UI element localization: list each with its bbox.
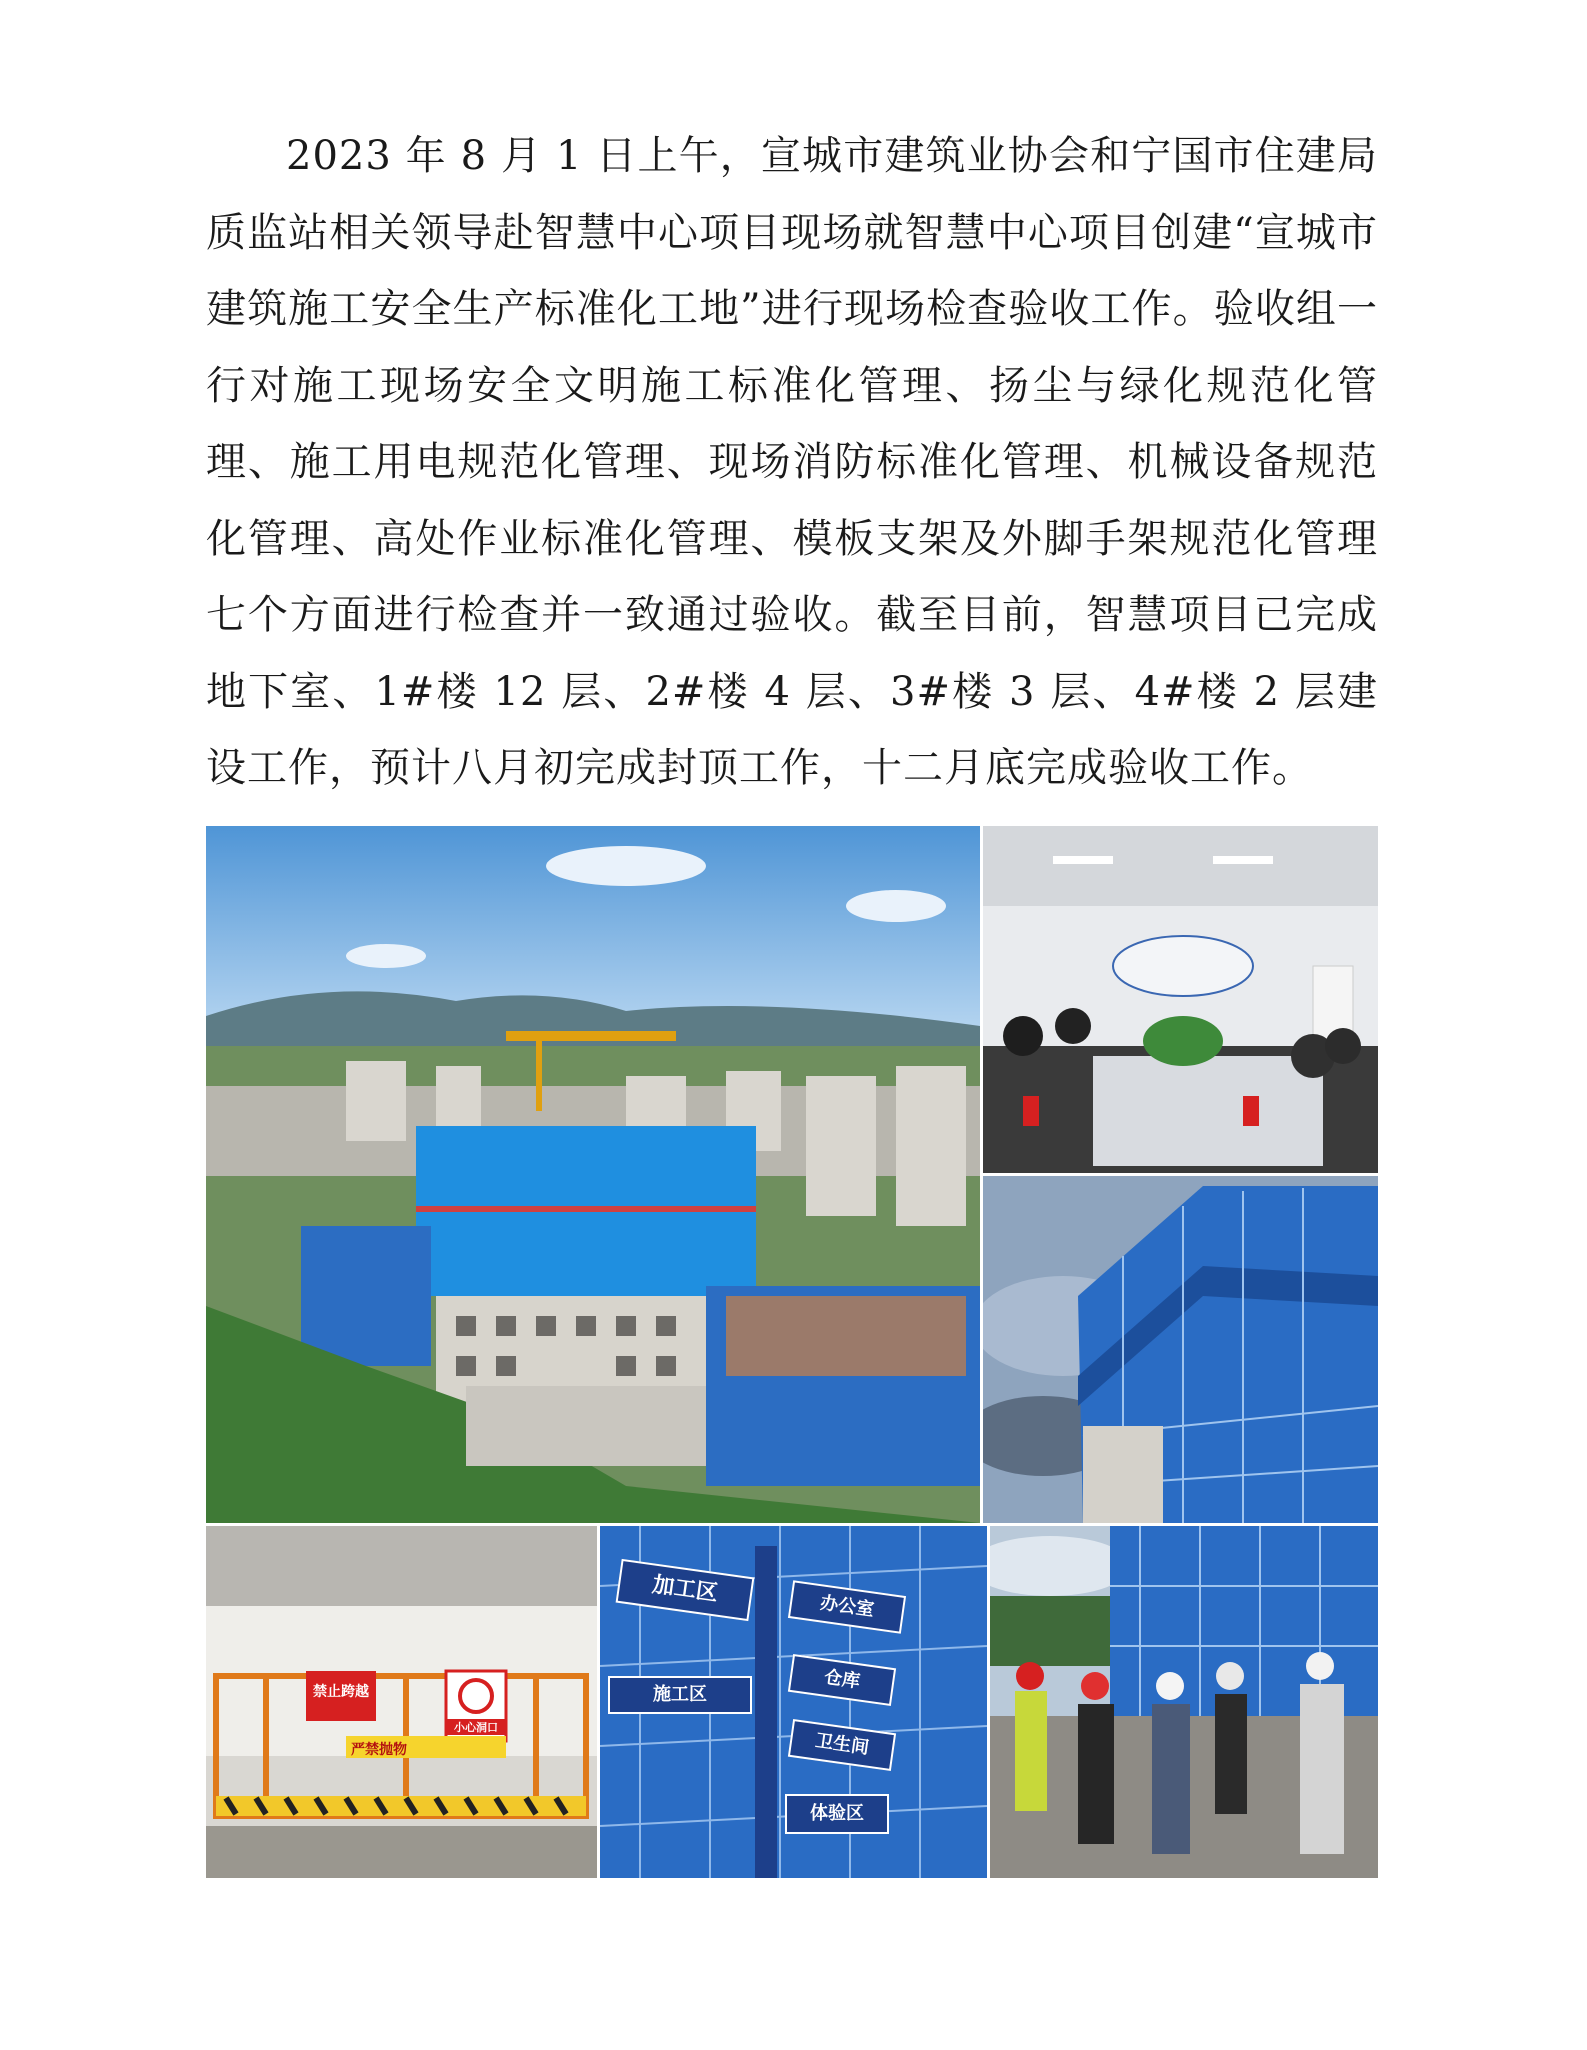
sign-warehouse-label: 仓库 — [822, 1666, 862, 1693]
photo-collage — [206, 826, 1378, 1878]
sign-construction-area-label: 施工区 — [653, 1684, 707, 1705]
sign-experience-area-label: 体验区 — [810, 1803, 864, 1824]
sign-restroom-label: 卫生间 — [813, 1730, 871, 1759]
sign-office-label: 办公室 — [818, 1592, 876, 1621]
safety-barrier-photo — [206, 1526, 597, 1878]
wayfinding-sign-photo — [600, 1526, 987, 1878]
inspectors-photo — [990, 1526, 1378, 1878]
sign-construction-area — [608, 1676, 752, 1714]
sign-processing-area-label: 加工区 — [650, 1572, 720, 1607]
meeting-room-photo — [983, 826, 1378, 1173]
sign-experience-area — [785, 1794, 889, 1834]
no-throwing-banner: 严禁抛物 — [351, 1742, 407, 1758]
scaffold-facade-photo — [983, 1176, 1378, 1523]
article-paragraph: 2023 年 8 月 1 日上午，宣城市建筑业协会和宁国市住建局质监站相关领导赴智慧中心项目现场就智慧中心项目创建“宣城市建筑施工安全生产标准化工地”进行现场检查验收工作。验收组一行对施工现场安全文明施工标准化管理、扬尘与绿化规范化管理、施工用电规范化管理、现场消防标准化管理、机械设备规范化管理、高处作业标准化管理、模板支架及外脚手架规范化管理七个方面进行检查并一致通过验收。截至目前，智慧项目已完成地下室、1#楼 12 层、2#楼 4 层、3#楼 3 层、4#楼 2 层建设工作，预计八月初完成封顶工作，十二月底完成验收工作。 — [206, 133, 1378, 791]
aerial-site-photo — [206, 826, 980, 1523]
no-crossing-sign: 禁止跨越 — [313, 1684, 369, 1700]
hole-warning-sign: 小心洞口 — [447, 1719, 505, 1735]
